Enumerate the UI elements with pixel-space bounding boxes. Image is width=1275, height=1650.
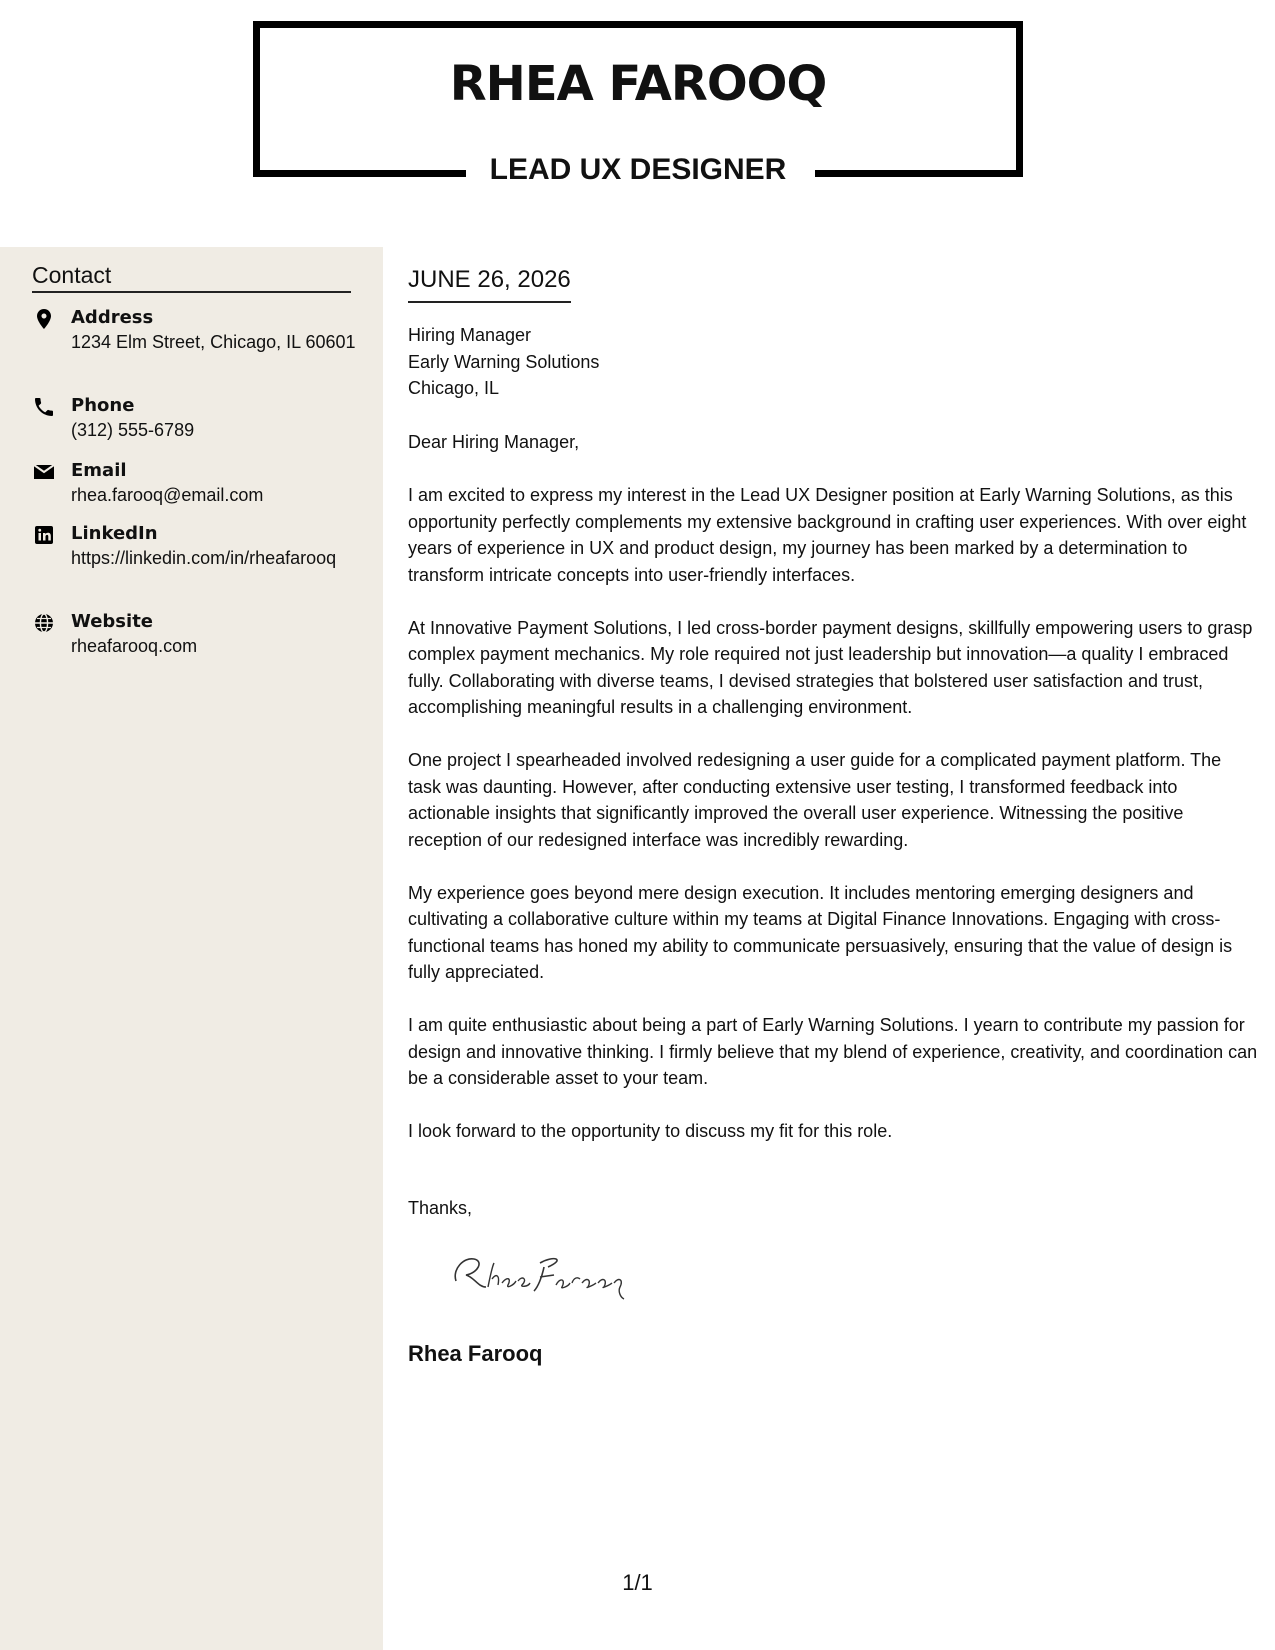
contact-value[interactable]: rheafarooq.com bbox=[71, 636, 198, 656]
applicant-name: RHEA FAROOQ bbox=[449, 56, 827, 112]
contact-value[interactable]: https://linkedin.com/in/rheafarooq bbox=[71, 548, 337, 568]
contact-label: Phone bbox=[71, 395, 135, 416]
paragraph: I am excited to express my interest in the Lead UX Designer position at Early Warning Solutions, as this opportunity perfectly complements my extensive background in crafting user experiences. With over eight years of experience in UX and product design, my journey has been marked by a determination to transform intricate concepts into user-friendly interfaces. bbox=[408, 485, 1247, 585]
contact-label: LinkedIn bbox=[71, 523, 158, 544]
contact-value: (312) 555-6789 bbox=[71, 420, 195, 440]
linkedin-icon bbox=[32, 523, 56, 547]
recipient-line: Hiring Manager bbox=[408, 325, 532, 345]
map-pin-icon bbox=[32, 307, 56, 331]
envelope-icon bbox=[32, 460, 56, 484]
closing: Thanks, bbox=[408, 1198, 473, 1218]
paragraph: I look forward to the opportunity to discuss my fit for this role. bbox=[408, 1121, 893, 1141]
contact-heading: Contact bbox=[32, 263, 351, 293]
page-number: 1/1 bbox=[622, 1570, 653, 1595]
signer-name: Rhea Farooq bbox=[408, 1341, 543, 1366]
paragraph: I am quite enthusiastic about being a part of Early Warning Solutions. I yearn to contribute my passion for design and innovative thinking. I firmly believe that my blend of experience, creativity, and coordination can be a considerable asset to your team. bbox=[408, 1015, 1258, 1088]
signature-image bbox=[444, 1247, 644, 1303]
letter-date: JUNE 26, 2026 bbox=[408, 265, 571, 303]
salutation: Dear Hiring Manager, bbox=[408, 432, 580, 452]
paragraph: One project I spearheaded involved redesigning a user guide for a complicated payment platform. The task was daunting. However, after conducting extensive user testing, I transformed feedback into actionable insights that significantly improved the overall user experience. Witnessing the positive reception of our redesigned interface was incredibly rewarding. bbox=[408, 750, 1222, 850]
contact-value: rhea.farooq@email.com bbox=[71, 485, 264, 505]
phone-icon bbox=[32, 395, 56, 419]
contact-label: Address bbox=[71, 307, 154, 328]
recipient-line: Early Warning Solutions bbox=[408, 351, 600, 372]
letter-paragraphs bbox=[408, 482, 1258, 1171]
contact-label: Email bbox=[71, 460, 127, 481]
globe-icon bbox=[32, 611, 56, 635]
paragraph: At Innovative Payment Solutions, I led cross-border payment designs, skillfully empowering users to grasp complex payment mechanics. My role required not just leadership but innovation—a quality I embraced fully. Collaborating with diverse teams, I devised strategies that bolstered user satisfaction and trust, accomplishing meaningful results in a challenging environment. bbox=[408, 617, 1253, 717]
job-title: LEAD UX DESIGNER bbox=[489, 153, 787, 186]
contact-value: 1234 Elm Street, Chicago, IL 60601 bbox=[71, 332, 356, 352]
paragraph: My experience goes beyond mere design execution. It includes mentoring emerging designers and cultivating a collaborative culture within my teams at Digital Finance Innovations. Engaging with cross-functional teams has honed my ability to communicate persuasively, ensuring that the value of design is fully appreciated. bbox=[408, 882, 1233, 982]
contact-label: Website bbox=[71, 611, 154, 632]
recipient-line: Chicago, IL bbox=[408, 378, 500, 398]
recipient-block bbox=[408, 322, 599, 402]
contact-sidebar bbox=[0, 247, 383, 1650]
